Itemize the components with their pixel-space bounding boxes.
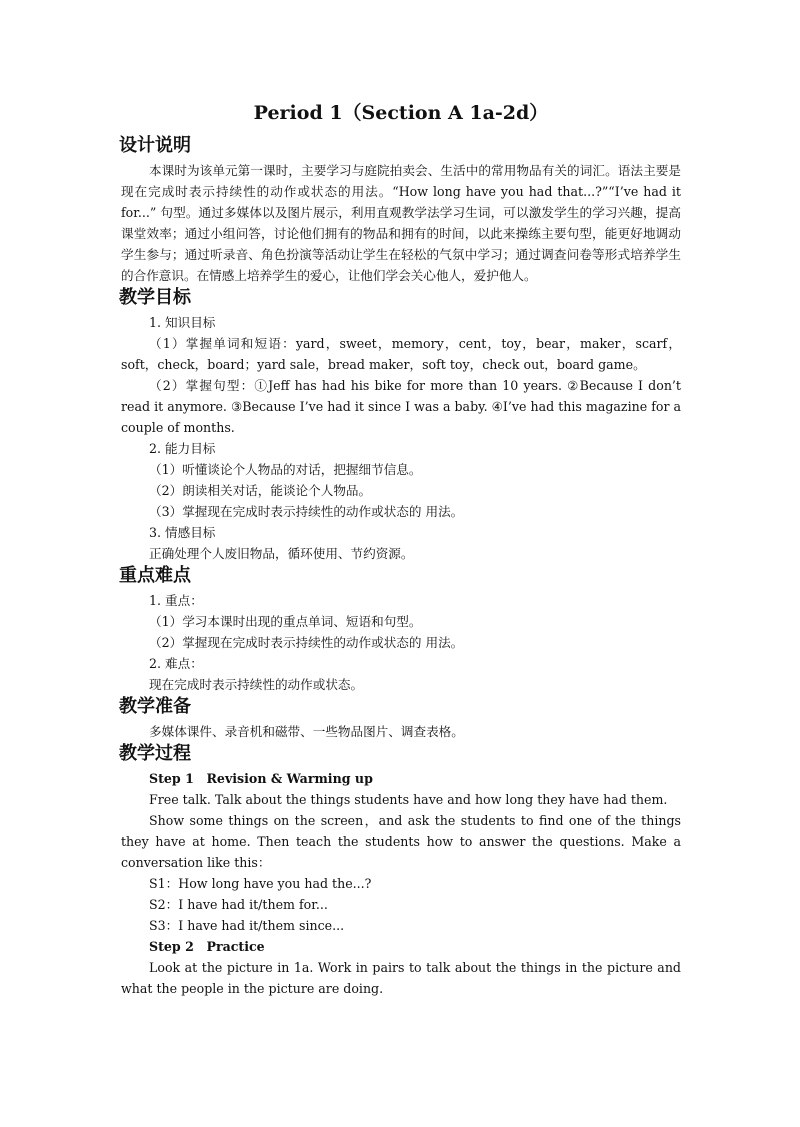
- ability-goal-1: （1）听懂谈论个人物品的对话，把握细节信息。: [149, 462, 422, 477]
- step1-dialog-line-1: S1：How long have you had the...?: [149, 876, 372, 891]
- heading-key-points: 重点难点: [119, 565, 191, 586]
- document-page: [121, 100, 681, 999]
- knowledge-goal-title: 1. 知识目标: [149, 315, 216, 330]
- difficulty-item-1: 现在完成时表示持续性的动作或状态。: [149, 677, 364, 692]
- heading-process: 教学过程: [119, 743, 191, 764]
- step2-paragraph: Look at the picture in 1a. Work in pairs to talk about the things in the picture and what the people in the picture are doing.: [121, 960, 681, 996]
- focus-item-2: （2）掌握现在完成时表示持续性的动作或状态的 用法。: [149, 635, 464, 650]
- knowledge-goal-words: （1）掌握单词和短语：yard，sweet，memory，cent，toy，bear，maker，scarf，soft，check，board；yard sale，bread maker，soft toy，check out，board game。: [121, 336, 681, 372]
- preparation-text: 多媒体课件、录音机和磁带、一些物品图片、调查表格。: [149, 724, 464, 739]
- heading-design: 设计说明: [119, 135, 191, 156]
- step1-dialog-line-2: S2：I have had it/them for...: [149, 897, 328, 912]
- difficulty-title: 2. 难点：: [149, 656, 203, 671]
- page-title: Period 1（Section A 1a-2d）: [253, 102, 549, 124]
- heading-preparation: 教学准备: [119, 696, 191, 717]
- ability-goal-2: （2）朗读相关对话，能谈论个人物品。: [149, 483, 372, 498]
- heading-goals: 教学目标: [119, 287, 191, 308]
- emotion-goal-title: 3. 情感目标: [149, 525, 216, 540]
- ability-goal-3: （3）掌握现在完成时表示持续性的动作或状态的 用法。: [149, 504, 464, 519]
- emotion-goal-1: 正确处理个人废旧物品，循环使用、节约资源。: [149, 546, 414, 561]
- focus-title: 1. 重点：: [149, 593, 203, 608]
- design-paragraph: 本课时为该单元第一课时，主要学习与庭院拍卖会、生活中的常用物品有关的词汇。语法主要是现在完成时表示持续性的动作或状态的用法。“How long have you had that...?”“I’ve had it for...” 句型。通过多媒体以及图片展示，利用直观教学法学习生词，可以激发学生的学习兴趣，提高课堂效率；通过小组问答，讨论他们拥有的物品和拥有的时间，以此来操练主要句型，能更好地调动学生参与；通过听录音、角色扮演等活动让学生在轻松的气氛中学习；通过调查问卷等形式培养学生的合作意识。在情感上培养学生的爱心，让他们学会关心他人，爱护他人。: [121, 163, 681, 283]
- step1-instructions: Show some things on the screen，and ask the students to find one of the things they have at home. Then teach the students how to answer the questions. Make a conversation like this：: [121, 813, 681, 870]
- focus-item-1: （1）学习本课时出现的重点单词、短语和句型。: [149, 614, 422, 629]
- step1-dialog-line-3: S3：I have had it/them since...: [149, 918, 345, 933]
- step1-free-talk: Free talk. Talk about the things students have and how long they have had them.: [149, 792, 668, 807]
- ability-goal-title: 2. 能力目标: [149, 441, 216, 456]
- step2-title: Step 2 Practice: [149, 939, 265, 954]
- knowledge-goal-sentences: （2）掌握句型：①Jeff has had his bike for more than 10 years. ②Because I don’t read it anymore. ③Because I’ve had it since I was a baby. ④I’ve had this magazine for a couple of months.: [121, 378, 681, 435]
- step1-title: Step 1 Revision & Warming up: [149, 771, 373, 786]
